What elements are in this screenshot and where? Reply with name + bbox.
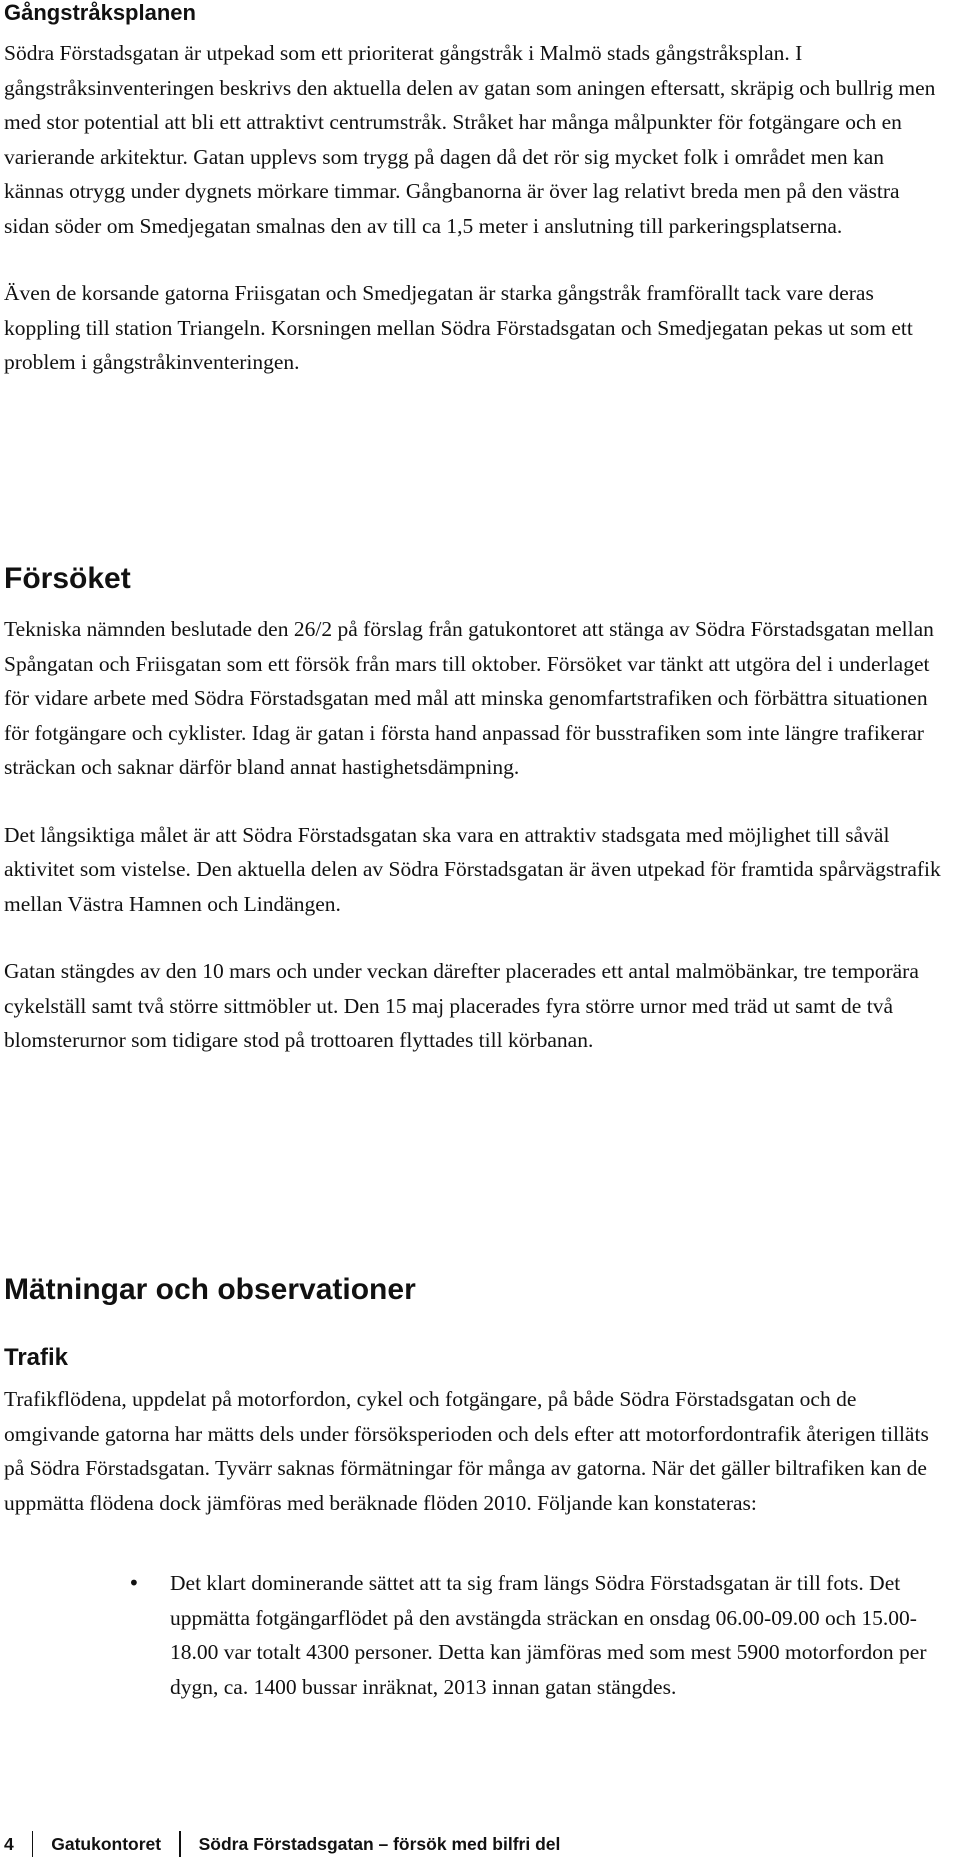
paragraph: Trafikflödena, uppdelat på motorfordon, cykel och fotgängare, på både Södra Förstadsgatan och de omgivande gatorna har mätts dels under försöksperioden och dels efter att motorfordontrafik återigen tilläts på Södra Förstadsgatan. Tyvärr saknas förmätningar för många av gatorna. När det gäller biltrafiken kan de uppmätta flödena dock jämföras med beräknade flöden 2010. Följande kan konstateras: <box>4 1387 929 1515</box>
footer-organization: Gatukontoret <box>51 1834 162 1854</box>
section-body-forsoket <box>4 612 948 1058</box>
bullet-list <box>4 1566 948 1704</box>
section-heading-gangstraksplanen: Gångstråksplanen <box>4 0 196 25</box>
footer-document-title: Södra Förstadsgatan – försök med bilfri del <box>198 1834 561 1854</box>
paragraph: Tekniska nämnden beslutade den 26/2 på förslag från gatukontoret att stänga av Södra Förstadsgatan mellan Spångatan och Friisgatan som ett försök från mars till oktober. Försöket var tänkt att utgöra del i underlaget för vidare arbete med Södra Förstadsgatan med mål att minska genomfartstrafiken och förbättra situationen för fotgängare och cyklister. Idag är gatan i första hand anpassad för busstrafiken som inte längre trafikerar sträckan och saknar därför bland annat hastighetsdämpning. <box>4 617 934 779</box>
page-footer <box>4 1831 560 1857</box>
section-heading-matningar: Mätningar och observationer <box>4 1273 416 1306</box>
paragraph: Det långsiktiga målet är att Södra Förstadsgatan ska vara en attraktiv stadsgata med möjlighet till såväl aktivitet som vistelse. Den aktuella delen av Södra Förstadsgatan är även utpekad för framtida spårvägstrafik mellan Västra Hamnen och Lindängen. <box>4 822 941 916</box>
subsection-heading-trafik: Trafik <box>4 1344 69 1371</box>
paragraph: Även de korsande gatorna Friisgatan och Smedjegatan är starka gångstråk framförallt tack vare deras koppling till station Triangeln. Korsningen mellan Södra Förstadsgatan och Smedjegatan pekas ut som ett problem i gångstråkinventeringen. <box>4 281 913 374</box>
footer-divider <box>32 1831 34 1857</box>
footer-divider <box>179 1831 181 1857</box>
section-body-trafik <box>4 1382 948 1520</box>
list-item-text: Det klart dominerande sättet att ta sig fram längs Södra Förstadsgatan är till fots. Det uppmätta fotgängarflödet på den avstängda sträckan en onsdag 06.00-09.00 och 15.00-18.00 var totalt 4300 personer. Detta kan jämföras med som mest 5900 motorfordon per dygn, ca. 1400 bussar inräknat, 2013 innan gatan stängdes. <box>170 1571 927 1699</box>
section-body-gangstraksplanen <box>4 36 948 380</box>
list-item <box>4 1566 948 1704</box>
page-number: 4 <box>4 1834 14 1854</box>
paragraph: Gatan stängdes av den 10 mars och under veckan därefter placerades ett antal malmöbänkar, tre temporära cykelställ samt två större sittmöbler ut. Den 15 maj placerades fyra större urnor med träd ut samt de två blomsterurnor som tidigare stod på trottoaren flyttades till körbanan. <box>4 959 919 1052</box>
paragraph: Södra Förstadsgatan är utpekad som ett prioriterat gångstråk i Malmö stads gångstråksplan. I gångstråksinventeringen beskrivs den aktuella delen av gatan som aningen eftersatt, skräpig och bullrig men med stor potential att bli ett attraktivt centrumstråk. Stråket har många målpunkter för fotgängare och en varierande arkitektur. Gatan upplevs som trygg på dagen då det rör sig mycket folk i området men kan kännas otrygg under dygnets mörkare timmar. Gångbanorna är över lag relativt breda men på den västra sidan söder om Smedjegatan smalnas den av till ca 1,5 meter i anslutning till parkeringsplatserna. <box>4 41 936 238</box>
bullet-marker: • <box>128 1571 140 1595</box>
section-heading-forsoket: Försöket <box>4 562 131 595</box>
